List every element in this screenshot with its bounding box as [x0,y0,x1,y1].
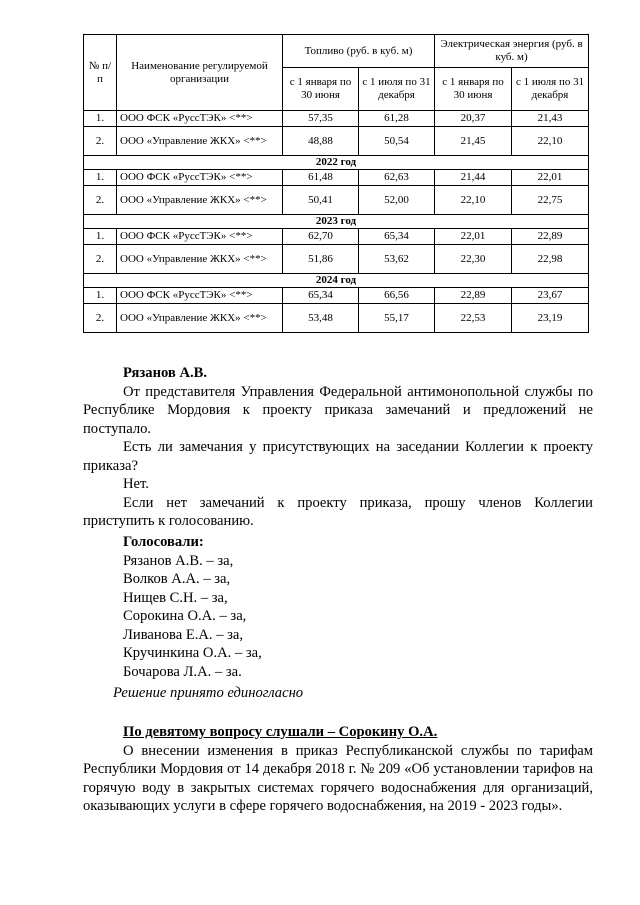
decision-text: Решение принято единогласно [113,685,304,701]
row-electric-h1: 22,89 [435,288,512,304]
vote-block [83,533,593,681]
row-electric-h2: 23,19 [512,304,589,333]
row-number: 1. [84,111,117,127]
row-number: 2. [84,127,117,156]
row-number: 1. [84,288,117,304]
row-fuel-h1: 53,48 [283,304,359,333]
row-fuel-h2: 52,00 [359,186,435,215]
row-fuel-h2: 62,63 [359,170,435,186]
vote-item: Рязанов А.В. – за, [123,552,234,569]
row-electric-h1: 22,01 [435,229,512,245]
row-organization: ООО ФСК «РуссТЭК» <**> [117,229,283,245]
row-electric-h2: 22,98 [512,245,589,274]
header-fuel-period1: с 1 января по 30 июня [283,68,359,111]
row-fuel-h1: 65,34 [283,288,359,304]
row-electric-h1: 22,10 [435,186,512,215]
header-num: № п/п [84,35,117,111]
header-electric-period2: с 1 июля по 31 декабря [512,68,589,111]
table-row [84,111,589,127]
row-electric-h2: 21,43 [512,111,589,127]
row-organization: ООО ФСК «РуссТЭК» <**> [117,111,283,127]
row-number: 2. [84,304,117,333]
row-fuel-h1: 61,48 [283,170,359,186]
header-org: Наименование регулируемой организации [117,35,283,111]
vote-item: Нищев С.Н. – за, [123,589,228,606]
row-electric-h2: 23,67 [512,288,589,304]
year-row [84,156,589,170]
paragraph-question: Есть ли замечания у присутствующих на заседании Коллегии к проекту приказа? [83,439,593,474]
year-label: 2023 год [84,215,589,229]
table-row [84,288,589,304]
row-organization: ООО ФСК «РуссТЭК» <**> [117,288,283,304]
row-number: 1. [84,229,117,245]
table-row [84,245,589,274]
year-row [84,274,589,288]
header-fuel-period2: с 1 июля по 31 декабря [359,68,435,111]
vote-list [83,552,593,682]
row-electric-h1: 22,53 [435,304,512,333]
header-electric: Электрическая энергия (руб. в куб. м) [435,35,589,68]
row-fuel-h1: 62,70 [283,229,359,245]
row-fuel-h1: 51,86 [283,245,359,274]
row-organization: ООО «Управление ЖКХ» <**> [117,127,283,156]
item9-block [83,723,593,816]
year-label: 2024 год [84,274,589,288]
row-fuel-h2: 53,62 [359,245,435,274]
vote-item: Волков А.А. – за, [123,571,231,587]
year-label: 2022 год [84,156,589,170]
row-fuel-h2: 65,34 [359,229,435,245]
vote-item: Бочарова Л.А. – за. [123,663,242,680]
table-row [84,229,589,245]
row-organization: ООО «Управление ЖКХ» <**> [117,304,283,333]
year-row [84,215,589,229]
row-fuel-h1: 48,88 [283,127,359,156]
table-row [84,186,589,215]
row-number: 1. [84,170,117,186]
vote-item: Кручинкина О.А. – за, [123,645,262,661]
row-electric-h1: 20,37 [435,111,512,127]
row-number: 2. [84,186,117,215]
table-row [84,170,589,186]
item9-text: О внесении изменения в приказ Республиканской службы по тарифам Республики Мордовия от 14 декабря 2018 г. № 209 «Об установлении тарифов на горячую воду в закрытых системах горячего водоснабжения для организаций, оказывающих услуги в сфере горячего водоснабжения, на 2019 - 2023 годы». [83,742,593,814]
row-fuel-h2: 50,54 [359,127,435,156]
speaker-name: Рязанов А.В. [123,365,208,381]
discussion-block [83,364,593,531]
row-electric-h2: 22,75 [512,186,589,215]
item9-title: По девятому вопросу слушали – Сорокину О.А. [123,724,438,740]
row-electric-h1: 22,30 [435,245,512,274]
row-organization: ООО «Управление ЖКХ» <**> [117,186,283,215]
header-fuel: Топливо (руб. в куб. м) [283,35,435,68]
table-row [84,127,589,156]
row-fuel-h2: 66,56 [359,288,435,304]
row-electric-h1: 21,45 [435,127,512,156]
tariff-table [83,34,589,333]
paragraph-answer: Нет. [123,476,149,492]
vote-item: Сорокина О.А. – за, [123,608,247,624]
row-number: 2. [84,245,117,274]
row-fuel-h1: 50,41 [283,186,359,215]
row-fuel-h2: 61,28 [359,111,435,127]
paragraph-fas: От представителя Управления Федеральной антимонопольной службы по Республике Мордовия к проекту приказа замечаний и предложений не поступало. [83,383,593,437]
table-row [84,304,589,333]
row-organization: ООО ФСК «РуссТЭК» <**> [117,170,283,186]
row-electric-h2: 22,01 [512,170,589,186]
row-fuel-h2: 55,17 [359,304,435,333]
vote-item: Ливанова Е.А. – за, [123,626,244,643]
row-electric-h2: 22,10 [512,127,589,156]
decision-block [83,684,593,703]
row-electric-h2: 22,89 [512,229,589,245]
row-electric-h1: 21,44 [435,170,512,186]
row-organization: ООО «Управление ЖКХ» <**> [117,245,283,274]
row-fuel-h1: 57,35 [283,111,359,127]
header-electric-period1: с 1 января по 30 июня [435,68,512,111]
voted-title: Голосовали: [123,534,204,550]
paragraph-vote-call: Если нет замечаний к проекту приказа, прошу членов Коллегии приступить к голосованию. [83,494,593,529]
